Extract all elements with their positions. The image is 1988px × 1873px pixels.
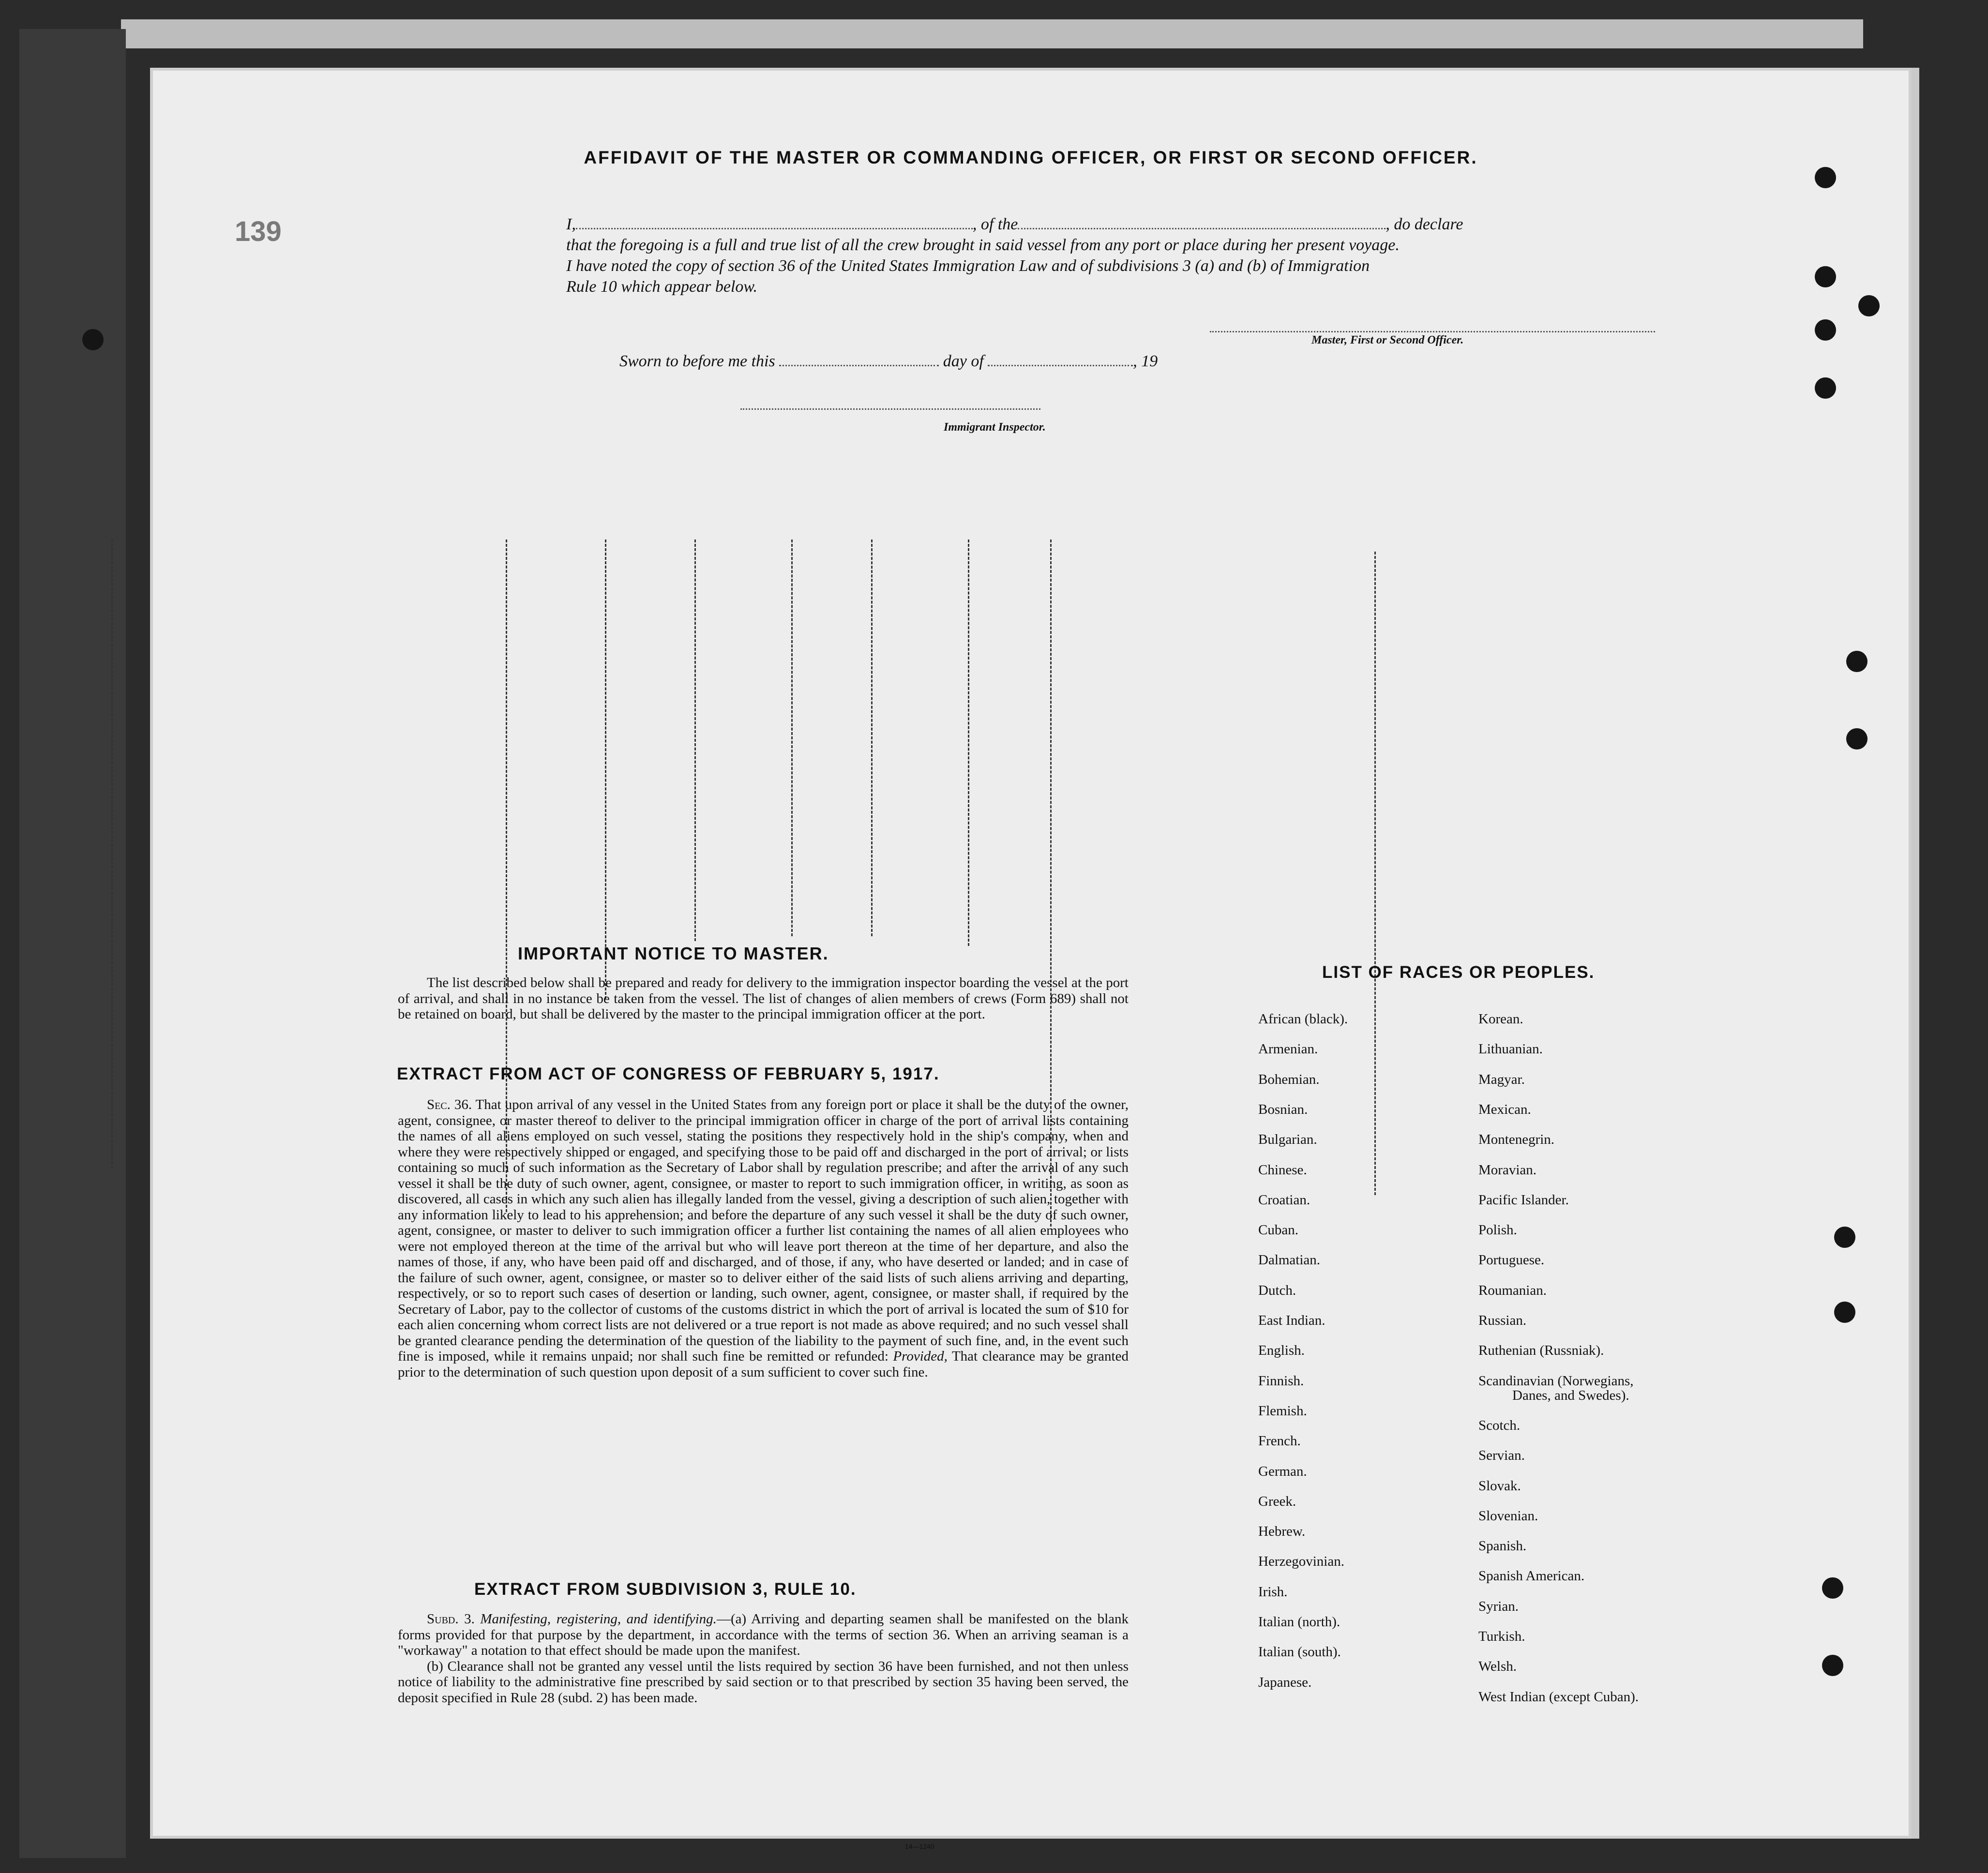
column-rule (871, 539, 873, 936)
form-number: 14—1240 (905, 1843, 934, 1850)
sworn-month-blank[interactable] (988, 353, 1133, 366)
race-item: English. (1258, 1343, 1305, 1359)
rule-extract-text (398, 1611, 1129, 1706)
race-item: Bulgarian. (1258, 1132, 1317, 1148)
inspector-caption: Immigrant Inspector. (944, 421, 1046, 434)
affidavit-block (566, 214, 1694, 297)
race-item: Ruthenian (Russniak). (1478, 1343, 1604, 1359)
subdivision-label: Subd. 3. (427, 1611, 475, 1627)
affidavit-line-3: I have noted the copy of section 36 of the United States Immigration Law and of subdivisions 3 (a) and (b) of Immigration (566, 257, 1370, 275)
act-extract-text (398, 1097, 1129, 1380)
race-item: Turkish. (1478, 1629, 1525, 1644)
race-item: Greek. (1258, 1493, 1296, 1509)
notice-title: IMPORTANT NOTICE TO MASTER. (518, 944, 829, 963)
race-item: Herzegovinian. (1258, 1554, 1344, 1570)
race-item: Bosnian. (1258, 1101, 1308, 1117)
binding-hole (1822, 1577, 1843, 1599)
race-item: Spanish American. (1478, 1568, 1585, 1584)
race-item: Slovak. (1478, 1478, 1521, 1494)
race-item: Montenegrin. (1478, 1132, 1555, 1148)
affidavit-line-4: Rule 10 which appear below. (566, 278, 758, 296)
race-item: Lithuanian. (1478, 1041, 1543, 1057)
race-item: Italian (north). (1258, 1614, 1340, 1630)
binding-hole (82, 329, 104, 350)
race-item: Magyar. (1478, 1071, 1525, 1087)
column-rule (791, 539, 793, 936)
section-36-text-end: That clearance may be granted prior to the determination of such question upon deposit of a sum sufficient to cover such fine. (398, 1349, 1129, 1380)
race-item: Irish. (1258, 1584, 1288, 1600)
stamp-number: 139 (235, 216, 282, 247)
column-rule (694, 539, 696, 941)
binding-hole (1815, 377, 1836, 399)
race-item: Korean. (1478, 1011, 1523, 1027)
binding-hole (1834, 1227, 1855, 1248)
sworn-day-blank[interactable] (779, 353, 939, 366)
sworn-prefix: Sworn to before me this (619, 352, 775, 370)
binding-hole (1815, 319, 1836, 341)
race-item: Flemish. (1258, 1403, 1307, 1419)
race-item: Finnish. (1258, 1373, 1304, 1389)
master-signature-line[interactable] (1210, 319, 1655, 332)
master-caption: Master, First or Second Officer. (1311, 334, 1464, 346)
column-rule (605, 539, 606, 999)
race-item: Portuguese. (1478, 1252, 1545, 1268)
column-rule (111, 539, 113, 1169)
race-item: Syrian. (1478, 1598, 1519, 1614)
affidavit-title: AFFIDAVIT OF THE MASTER OR COMMANDING OFFICER, OR FIRST OR SECOND OFFICER. (584, 148, 1478, 167)
race-item: African (black). (1258, 1011, 1348, 1027)
sworn-day-of: day of (943, 352, 984, 370)
race-item: Chinese. (1258, 1162, 1307, 1178)
race-item: Welsh. (1478, 1659, 1517, 1675)
rule-extract-title: EXTRACT FROM SUBDIVISION 3, RULE 10. (474, 1580, 857, 1599)
race-item: Japanese. (1258, 1674, 1312, 1690)
section-label: Sec. 36. (427, 1097, 472, 1112)
affidavit-line-2: that the foregoing is a full and true list of all the crew brought in said vessel from any port or place during her present voyage. (566, 236, 1400, 254)
master-name-blank[interactable] (576, 216, 973, 229)
affidavit-of-the: , of the (972, 215, 1018, 233)
race-item: Dutch. (1258, 1282, 1296, 1298)
binding-hole (1846, 728, 1868, 749)
race-item: German. (1258, 1463, 1307, 1479)
race-item: Danes, and Swedes). (1512, 1387, 1629, 1403)
act-extract-title: EXTRACT FROM ACT OF CONGRESS OF FEBRUARY 5, 1917. (397, 1064, 940, 1083)
race-item: Dalmatian. (1258, 1252, 1321, 1268)
notice-text: The list described below shall be prepared and ready for delivery to the immigration inspector boarding the vessel at the port of arrival, and shall in no instance be taken from the vessel. The list of changes of alien members of crews (Form 689) shall not be retained on board, but shall be delivered by the master to the principal immigration officer at the port. (398, 975, 1129, 1022)
section-36-text: That upon arrival of any vessel in the United States from any foreign port or place it shall be the duty of the owner, agent, consignee, or master thereof to deliver to the principal immigration officer in charge of the port of arrival lists containing the names of all aliens employed on such vessel, stating the positions they respectively hold in the ship's company, when and where they were respectively shipped or engaged, and specifying those to be paid off and discharged in the port of arrival; or lists containing so much of such information as the Secretary of Labor shall by regulation prescribe; and after the arrival of any such vessel it shall be the duty of such owner, agent, consignee, or master to report to such immigration officer, in writing, as soon as discovered, all cases in which any such alien has illegally landed from the vessel, giving a description of such alien, together with any information likely to lead to his apprehension; and before the departure of any such vessel it shall be the duty of such owner, agent, consignee, or master to deliver to such immigration officer a further list containing the names of all alien employees who were not employed thereon at the time of the arrival but who will leave port thereon at the time of her departure, and also the names of those, if any, who have been paid off and discharged, and of those, if any, who have deserted or landed; and in case of the failure of such owner, agent, consignee, or master so to deliver either of the said lists of such aliens arriving and departing, respectively, or so to report such cases of desertion or landing, such owner, agent, consignee, or master shall, if required by the Secretary of Labor, pay to the collector of customs of the customs district in which the port of arrival is located the sum of $10 for each alien concerning whom correct lists are not delivered or a true report is not made as above required; and no such vessel shall be granted clearance pending the determination of the question of the liability to the payment of such fine, and, in the event such fine is imposed, while it remains unpaid; nor shall such fine be remitted or refunded: (398, 1097, 1129, 1364)
back-sheet-left (19, 29, 126, 1858)
binding-hole (1815, 167, 1836, 188)
race-item: Polish. (1478, 1222, 1517, 1238)
race-item: Spanish. (1478, 1538, 1527, 1554)
provided-word: Provided, (893, 1349, 948, 1364)
sworn-line (619, 352, 1158, 371)
race-item: Hebrew. (1258, 1524, 1306, 1540)
column-rule (1374, 552, 1376, 1195)
race-item: Servian. (1478, 1448, 1525, 1464)
binding-hole (1822, 1655, 1843, 1676)
race-item: Moravian. (1478, 1162, 1536, 1178)
races-title: LIST OF RACES OR PEOPLES. (1322, 963, 1595, 982)
vessel-name-blank[interactable] (1018, 216, 1386, 229)
race-item: Croatian. (1258, 1192, 1310, 1208)
race-item: West Indian (except Cuban). (1478, 1689, 1639, 1705)
subdivision-b-text: (b) Clearance shall not be granted any vessel until the lists required by section 36 have been furnished, and not then unless notice of liability to the administrative fine prescribed by said section or to that prescribed by section 35 having been served, the deposit specified in Rule 28 (subd. 2) has been made. (398, 1658, 1129, 1706)
back-sheet-top (121, 19, 1863, 48)
race-item: Bohemian. (1258, 1071, 1320, 1087)
race-item: Russian. (1478, 1313, 1527, 1328)
race-item: Cuban. (1258, 1222, 1298, 1238)
race-item: Italian (south). (1258, 1644, 1341, 1660)
race-item: Slovenian. (1478, 1508, 1538, 1524)
affidavit-declare: , do declare (1386, 215, 1463, 233)
column-rule (968, 539, 969, 946)
race-item: Mexican. (1478, 1101, 1531, 1117)
race-item: Scotch. (1478, 1417, 1521, 1433)
binding-hole (1846, 651, 1868, 672)
binding-hole (1858, 295, 1880, 316)
subdivision-a-text: —(a) Arriving and departing seamen shall be manifested on the blank forms provided for that purpose by the department, in accordance with the terms of section 36. When an arriving seaman is a "workaway" a notation to that effect should be made upon the manifest. (398, 1611, 1129, 1658)
affidavit-i: I, (566, 215, 576, 233)
inspector-signature-line[interactable] (740, 397, 1040, 410)
race-item: Roumanian. (1478, 1282, 1547, 1298)
subdivision-heading: Manifesting, registering, and identifying. (480, 1611, 717, 1627)
manifest-page (150, 68, 1919, 1850)
race-item: East Indian. (1258, 1313, 1325, 1328)
sworn-year: , 19 (1133, 352, 1158, 370)
race-item: Pacific Islander. (1478, 1192, 1569, 1208)
race-item: French. (1258, 1433, 1301, 1449)
race-item: Scandinavian (Norwegians, (1478, 1373, 1634, 1389)
race-item: Armenian. (1258, 1041, 1318, 1057)
binding-hole (1815, 266, 1836, 287)
binding-hole (1834, 1302, 1855, 1323)
